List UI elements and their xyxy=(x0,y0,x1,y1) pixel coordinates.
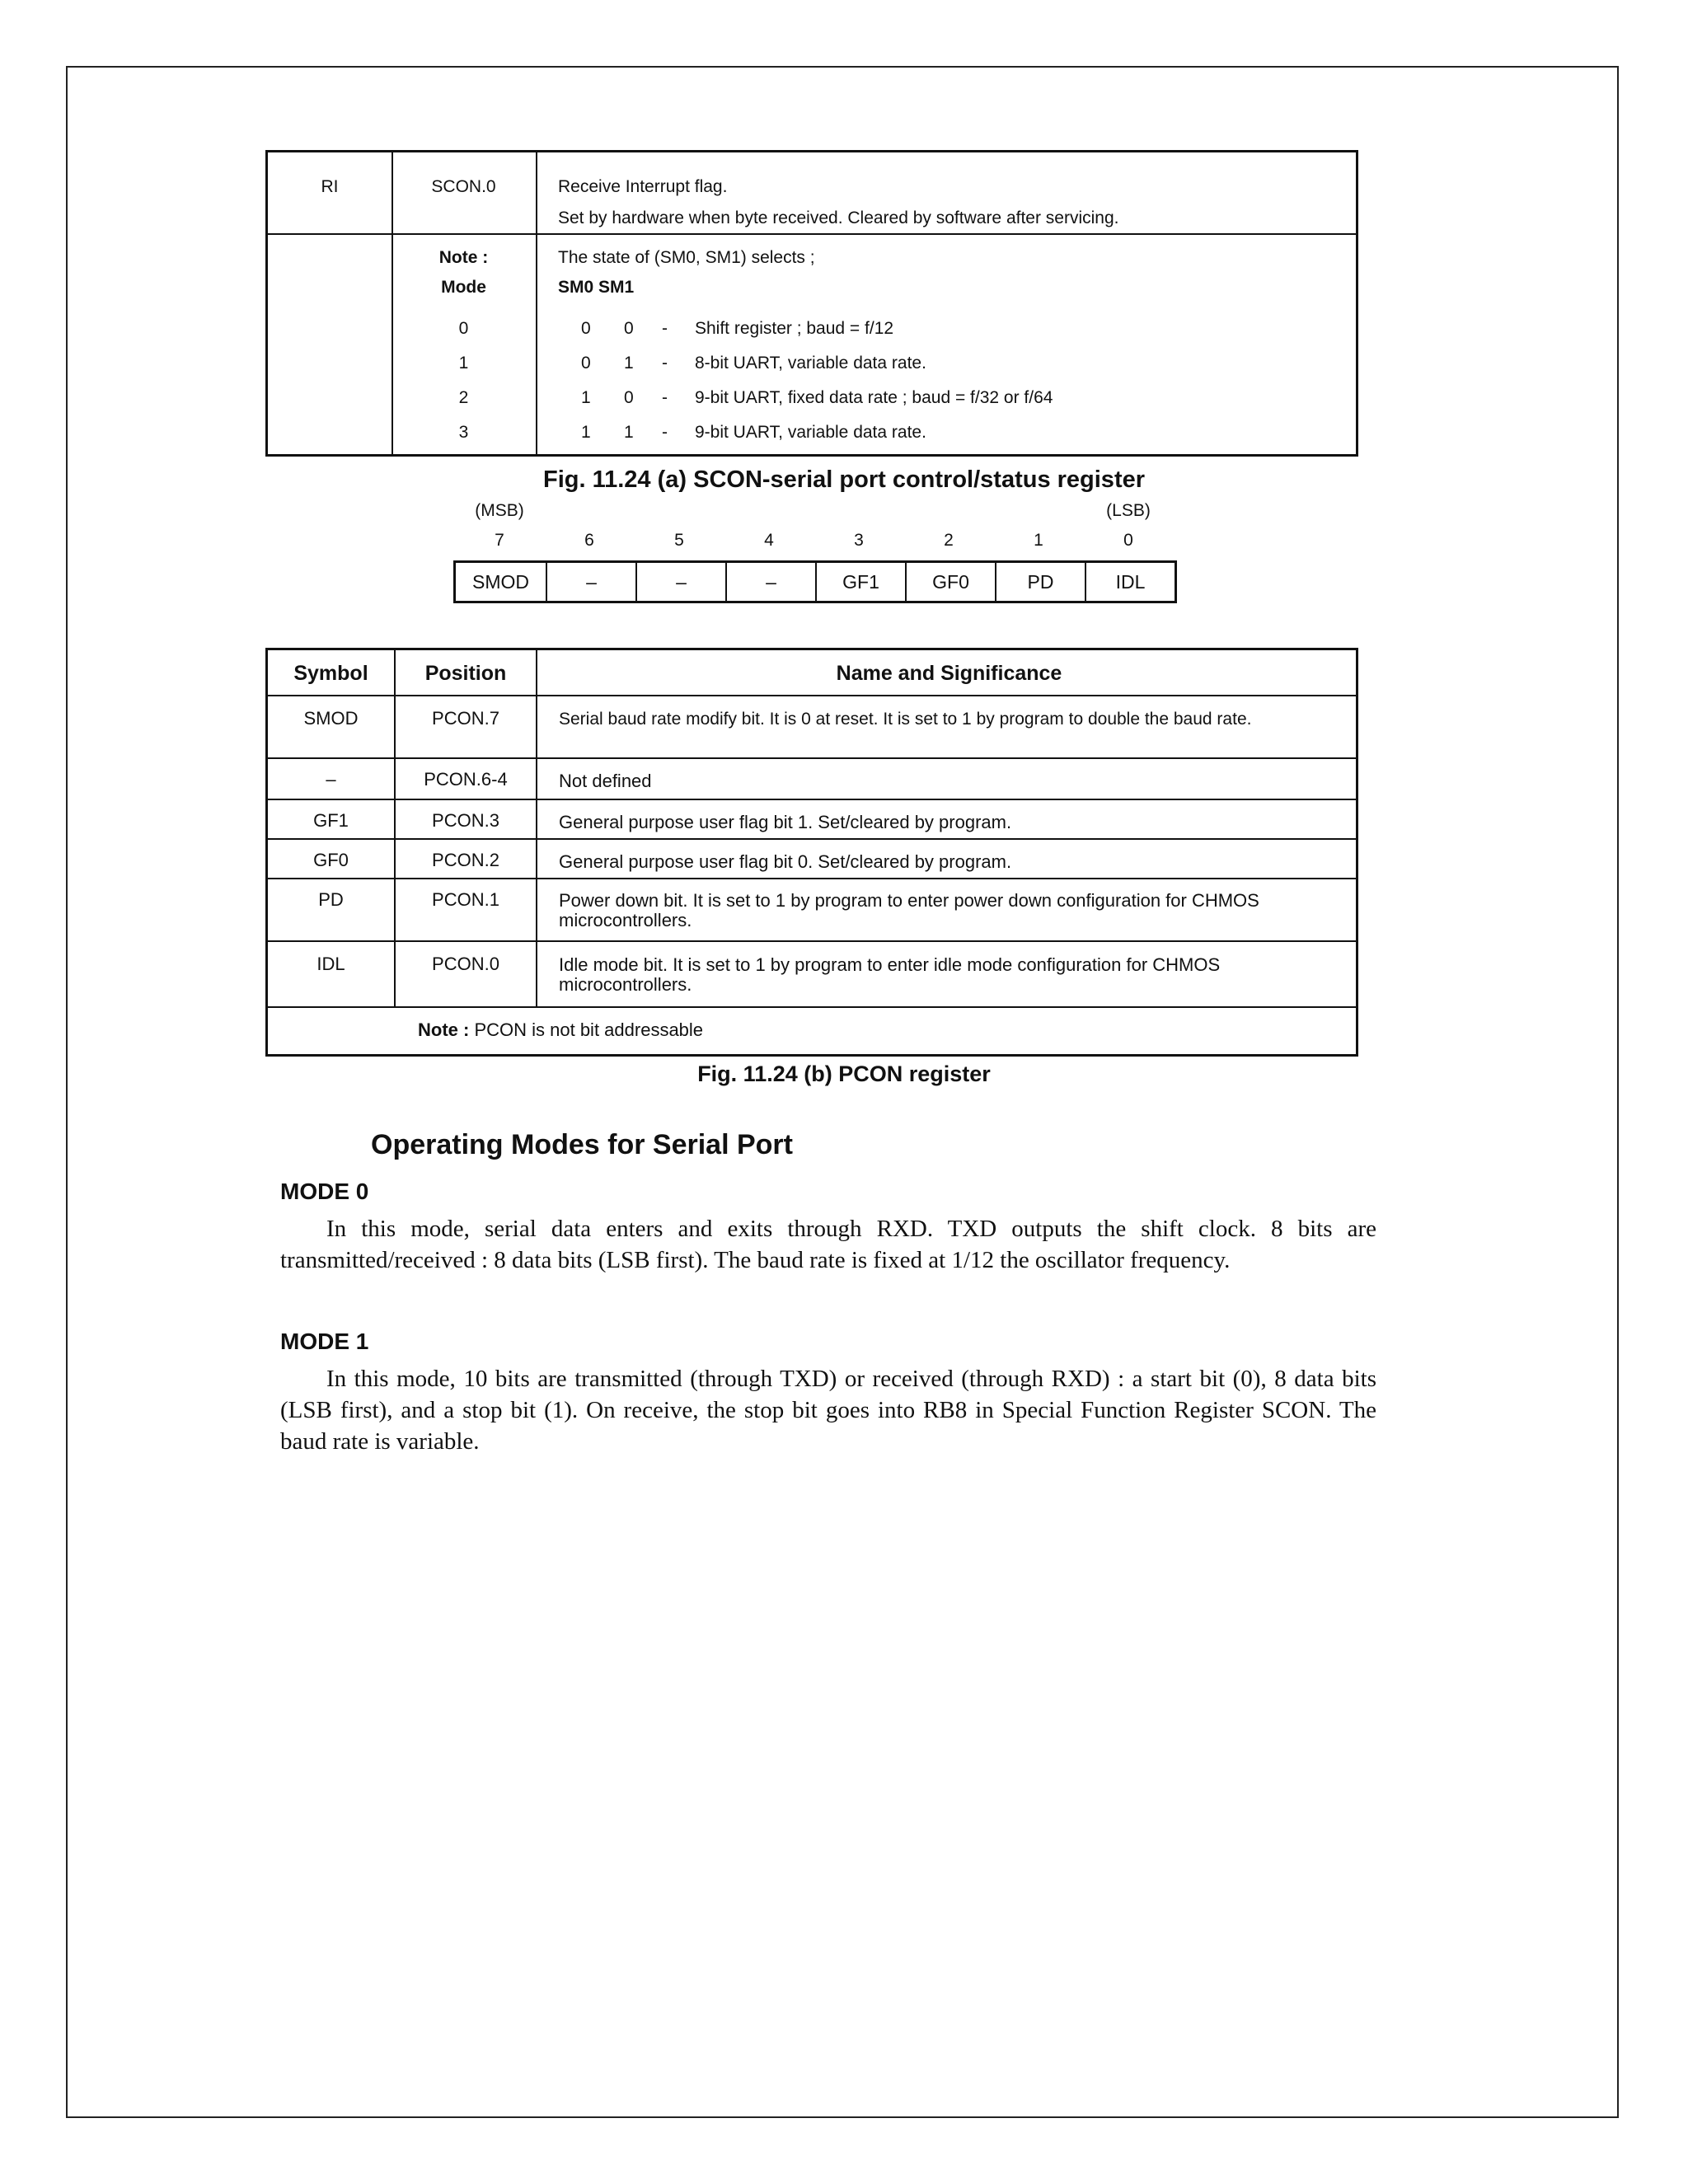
bit-cell: PD xyxy=(995,563,1085,601)
table-row xyxy=(268,800,1356,840)
row-symbol: IDL xyxy=(268,942,396,1006)
pcon-note-label: Note : xyxy=(418,1019,470,1040)
bit-cell: SMOD xyxy=(472,570,529,593)
ri-symbol: RI xyxy=(321,177,339,196)
sm0-value: 0 xyxy=(581,354,591,373)
mode-dash: - xyxy=(662,423,668,442)
mode-dash: - xyxy=(662,319,668,338)
mode-description: 9-bit UART, variable data rate. xyxy=(695,423,926,442)
table-note-row xyxy=(268,1008,1356,1054)
note-description: The state of (SM0, SM1) selects ; xyxy=(558,248,815,267)
table-row xyxy=(268,942,1356,1008)
pcon-note xyxy=(418,1019,703,1041)
table-row xyxy=(268,840,1356,879)
msb-label: (MSB) xyxy=(475,501,524,520)
figure-caption-b: Fig. 11.24 (b) PCON register xyxy=(697,1062,991,1086)
row-position: PCON.6-4 xyxy=(396,759,537,799)
row-position: PCON.1 xyxy=(396,879,537,940)
sm1-value: 0 xyxy=(624,388,634,407)
row-symbol: GF0 xyxy=(268,840,396,878)
mode-number: 2 xyxy=(458,388,469,407)
row-position: PCON.3 xyxy=(396,800,537,838)
mode-description: 8-bit UART, variable data rate. xyxy=(695,354,926,373)
mode-dash: - xyxy=(662,354,668,373)
row-position: PCON.2 xyxy=(396,840,537,878)
sm1-value: 0 xyxy=(624,319,634,338)
row-position: PCON.0 xyxy=(396,942,537,1006)
row-symbol: SMOD xyxy=(268,696,396,757)
mode-1-text: In this mode, 10 bits are transmitted (through TXD) or received (through RXD) : a start bit (0), 8 data bits (LSB first), and a stop bit (1). On receive, the stop bit goes into RB8 in Special Function Register SCON. The baud rate is variable. xyxy=(280,1366,1376,1455)
row-description: Idle mode bit. It is set to 1 by program to enter idle mode configuration for CHMOS microcontrollers. xyxy=(559,954,1221,995)
section-heading: Operating Modes for Serial Port xyxy=(371,1129,793,1160)
sm0-value: 1 xyxy=(581,388,591,407)
mode-dash: - xyxy=(662,388,668,407)
bit-number: 4 xyxy=(764,531,774,550)
sm0-value: 0 xyxy=(581,319,591,338)
table-row xyxy=(268,696,1356,759)
bit-number: 3 xyxy=(854,531,864,550)
mode-number: 1 xyxy=(458,354,469,373)
column-divider xyxy=(536,152,537,454)
bit-number: 5 xyxy=(674,531,684,550)
row-description: Not defined xyxy=(559,771,652,791)
ri-description-line-1: Receive Interrupt flag. xyxy=(558,177,728,196)
mode-1-title: MODE 1 xyxy=(280,1329,369,1354)
scon-table xyxy=(265,150,1358,457)
pcon-table xyxy=(265,648,1358,1057)
header-position: Position xyxy=(396,650,537,695)
mode-label: Mode xyxy=(441,278,486,297)
column-divider xyxy=(392,152,393,454)
mode-0-text: In this mode, serial data enters and exits through RXD. TXD outputs the shift clock. 8 bits are transmitted/received : 8 data bits (LSB first). The baud rate is fixed at 1/12 the oscillator frequency. xyxy=(280,1216,1376,1273)
ri-description-line-2: Set by hardware when byte received. Cleared by software after servicing. xyxy=(558,209,1119,227)
bit-number: 7 xyxy=(495,531,504,550)
bit-cell: GF0 xyxy=(905,563,995,601)
mode-number: 3 xyxy=(458,423,469,442)
bit-number: 6 xyxy=(584,531,594,550)
note-label: Note : xyxy=(438,248,489,267)
bit-number: 1 xyxy=(1034,531,1043,550)
bit-cell: – xyxy=(635,563,725,601)
header-symbol: Symbol xyxy=(268,650,396,695)
row-position: PCON.7 xyxy=(396,696,537,757)
mode-description: Shift register ; baud = f/12 xyxy=(695,319,894,338)
bit-cell: GF1 xyxy=(815,563,905,601)
sm1-value: 1 xyxy=(624,354,634,373)
pcon-bit-row xyxy=(453,560,1177,603)
sm-header: SM0 SM1 xyxy=(558,278,635,297)
row-divider xyxy=(268,233,1356,235)
bit-cell: – xyxy=(546,563,635,601)
row-symbol: PD xyxy=(268,879,396,940)
row-description: Power down bit. It is set to 1 by program to enter power down configuration for CHMOS microcontrollers. xyxy=(559,890,1259,930)
mode-1-paragraph xyxy=(280,1363,1376,1457)
bit-cell: IDL xyxy=(1085,563,1175,601)
mode-number: 0 xyxy=(458,319,469,338)
row-symbol: – xyxy=(268,759,396,799)
row-symbol: GF1 xyxy=(268,800,396,838)
header-name-significance: Name and Significance xyxy=(836,662,1062,685)
table-row xyxy=(268,879,1356,942)
bit-number: 0 xyxy=(1123,531,1133,550)
lsb-label: (LSB) xyxy=(1106,501,1151,520)
row-description: General purpose user flag bit 0. Set/cleared by program. xyxy=(559,851,1012,872)
table-row xyxy=(268,759,1356,800)
row-description: General purpose user flag bit 1. Set/cleared by program. xyxy=(559,812,1012,832)
sm0-value: 1 xyxy=(581,423,591,442)
bit-number: 2 xyxy=(944,531,954,550)
figure-caption-a: Fig. 11.24 (a) SCON-serial port control/status register xyxy=(542,466,1146,493)
bit-cell: – xyxy=(725,563,815,601)
mode-description: 9-bit UART, fixed data rate ; baud = f/32 or f/64 xyxy=(695,388,1053,407)
row-description: Serial baud rate modify bit. It is 0 at reset. It is set to 1 by program to double the baud rate. xyxy=(559,710,1252,729)
mode-0-paragraph xyxy=(280,1213,1376,1276)
mode-0-title: MODE 0 xyxy=(280,1179,369,1204)
ri-position: SCON.0 xyxy=(431,177,496,196)
pcon-note-text: PCON is not bit addressable xyxy=(474,1019,704,1040)
sm1-value: 1 xyxy=(624,423,634,442)
table-header-row xyxy=(268,650,1356,696)
